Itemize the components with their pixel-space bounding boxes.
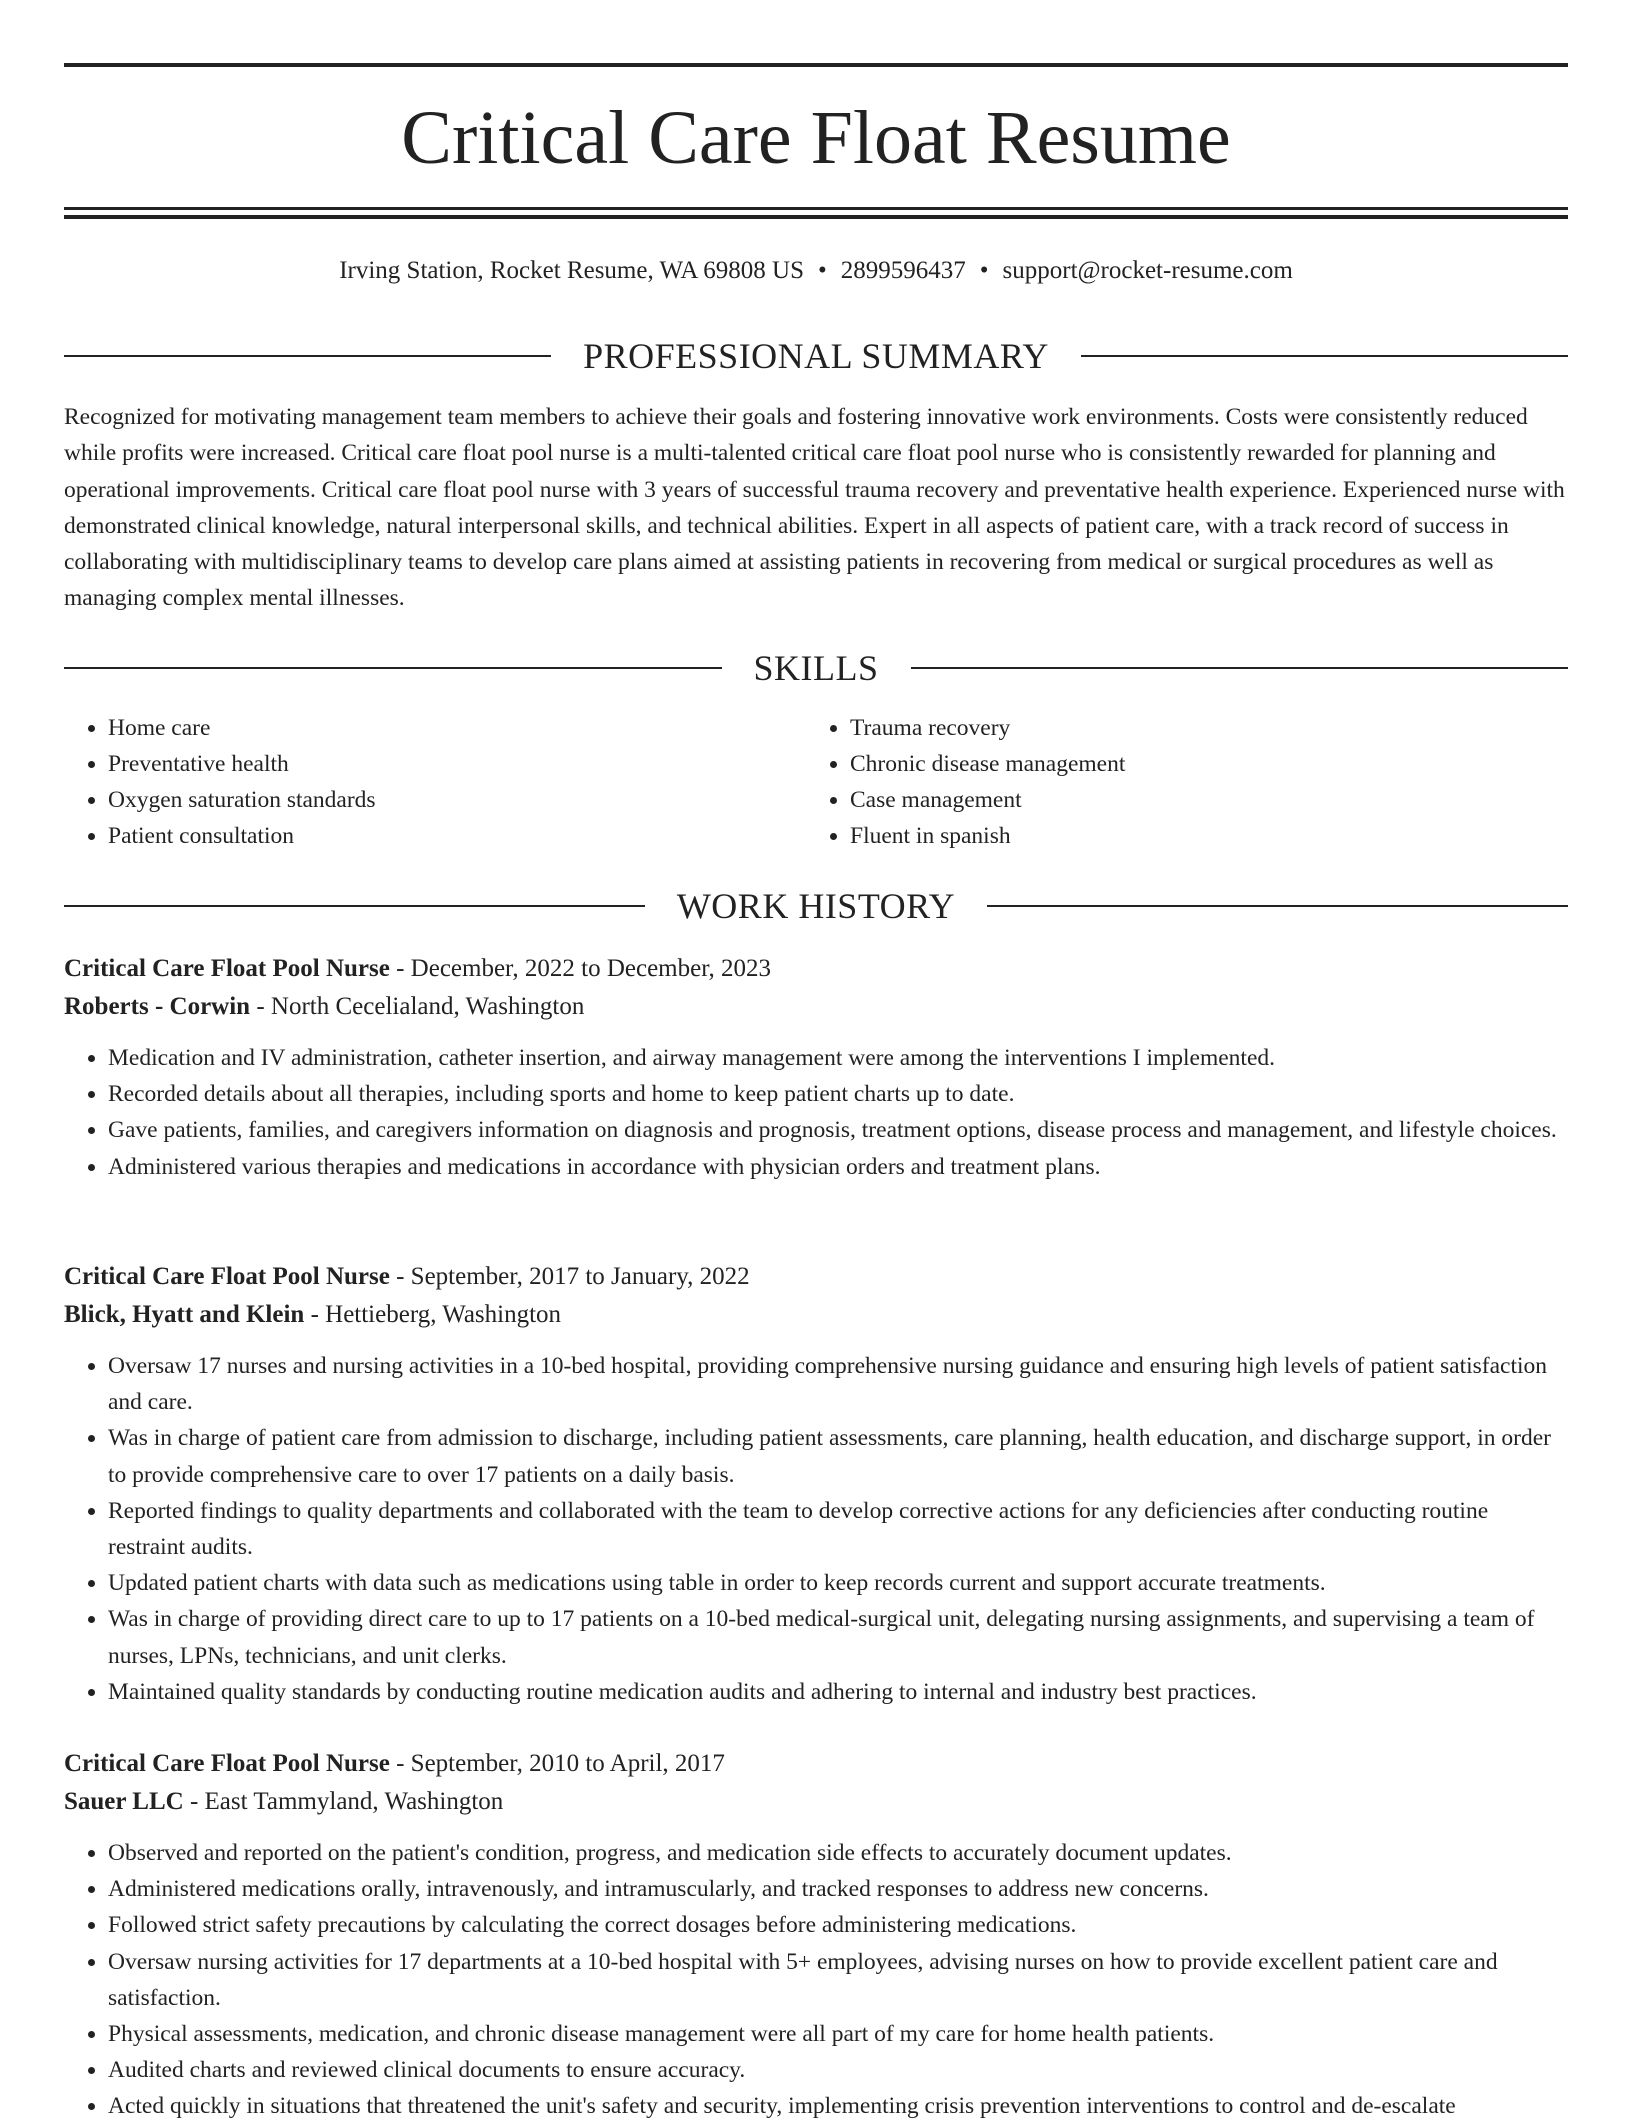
job-bullets: [64, 1835, 1568, 2125]
job-bullet: • Maintained quality standards by conducting routine medication audits and adhering to internal and industry best practices.: [108, 1674, 1568, 1710]
skills-list: [64, 710, 1568, 854]
section-title: PROFESSIONAL SUMMARY: [583, 336, 1049, 376]
skills-column-right: [806, 710, 1548, 854]
job-company-line: [64, 988, 1568, 1026]
section-header-work-history: [64, 884, 1568, 928]
contact-line: [64, 253, 1568, 289]
skill-item: • Case management: [850, 782, 1548, 818]
job-title: Critical Care Float Pool Nurse: [64, 1263, 390, 1290]
job-bullet: • Gave patients, families, and caregivers information on diagnosis and prognosis, treatment options, disease process and management, and lifestyle choices.: [108, 1112, 1568, 1148]
header-bottom-rule-thin: [64, 207, 1568, 210]
job-bullet: • Oversaw 17 nurses and nursing activities in a 10-bed hospital, providing comprehensive nursing guidance and ensuring high levels of patient satisfaction and care.: [108, 1348, 1568, 1420]
job-location: - East Tammyland, Washington: [183, 1788, 504, 1815]
job-entry: [64, 950, 1568, 1185]
job-dates: - December, 2022 to December, 2023: [389, 955, 772, 982]
summary-text: Recognized for motivating management team members to achieve their goals and fostering innovative work environments. Costs were consistently reduced while profits were increased. Critical care float pool nurse is a multi-talented critical care float pool nurse who is consistently rewarded for planning and operational improvements. Critical care float pool nurse with 3 years of successful trauma recovery and preventative health experience. Experienced nurse with demonstrated clinical knowledge, natural interpersonal skills, and technical abilities. Expert in all aspects of patient care, with a track record of success in collaborating with multidisciplinary teams to develop care plans aimed at assisting patients in recovering from medical or surgical procedures as well as managing complex mental illnesses.: [64, 404, 1565, 612]
job-title-line: [64, 950, 1568, 988]
contact-separator: •: [817, 257, 827, 284]
job-company-line: [64, 1296, 1568, 1334]
skill-item: • Fluent in spanish: [850, 818, 1548, 854]
section-rule-right: [987, 905, 1568, 907]
job-bullet: • Updated patient charts with data such as medications using table in order to keep records current and support accurate treatments.: [108, 1565, 1568, 1601]
skill-item: • Preventative health: [108, 746, 806, 782]
job-title-line: [64, 1745, 1568, 1783]
page-title: Critical Care Float Resume: [401, 96, 1231, 180]
skills-column-left: [64, 710, 806, 854]
contact-separator: •: [979, 257, 989, 284]
header-top-rule: [64, 63, 1568, 67]
section-header-summary: [64, 334, 1568, 378]
job-bullet: • Reported findings to quality departments and collaborated with the team to develop corrective actions for any deficiencies after conducting routine restraint audits.: [108, 1493, 1568, 1565]
contact-email: support@rocket-resume.com: [1002, 257, 1293, 284]
job-bullet: • Audited charts and reviewed clinical documents to ensure accuracy.: [108, 2052, 1568, 2088]
job-entry: [64, 1258, 1568, 1710]
skill-item: • Patient consultation: [108, 818, 806, 854]
job-bullet: • Administered medications orally, intravenously, and intramuscularly, and tracked responses to address new concerns.: [108, 1871, 1568, 1907]
job-title: Critical Care Float Pool Nurse: [64, 955, 390, 982]
job-dates: - September, 2017 to January, 2022: [389, 1263, 750, 1290]
job-title: Critical Care Float Pool Nurse: [64, 1750, 390, 1777]
job-company-line: [64, 1783, 1568, 1821]
skill-item: • Chronic disease management: [850, 746, 1548, 782]
job-location: - Hettieberg, Washington: [304, 1301, 562, 1328]
contact-phone: 2899596437: [840, 257, 966, 284]
skill-item: • Home care: [108, 710, 806, 746]
section-rule-right: [1081, 355, 1568, 357]
job-bullet: • Was in charge of providing direct care to up to 17 patients on a 10-bed medical-surgical unit, delegating nursing assignments, and supervising a team of nurses, LPNs, technicians, and unit clerks.: [108, 1601, 1568, 1673]
job-company: Blick, Hyatt and Klein: [64, 1301, 305, 1328]
section-header-skills: [64, 646, 1568, 690]
job-bullet: • Administered various therapies and medications in accordance with physician orders and treatment plans.: [108, 1149, 1568, 1185]
job-title-line: [64, 1258, 1568, 1296]
section-rule-left: [64, 667, 722, 669]
job-bullet: • Acted quickly in situations that threatened the unit's safety and security, implementing crisis prevention interventions to control and de-escalate: [108, 2088, 1568, 2124]
job-bullet: • Observed and reported on the patient's condition, progress, and medication side effects to accurately document updates.: [108, 1835, 1568, 1871]
job-bullet: • Medication and IV administration, catheter insertion, and airway management were among the interventions I implemented.: [108, 1040, 1568, 1076]
job-bullets: [64, 1348, 1568, 1710]
header-bottom-rule-thick: [64, 215, 1568, 219]
job-dates: - September, 2010 to April, 2017: [389, 1750, 725, 1777]
job-company: Sauer LLC: [64, 1788, 184, 1815]
skill-item: • Trauma recovery: [850, 710, 1548, 746]
section-title: SKILLS: [753, 648, 879, 688]
job-bullet: • Was in charge of patient care from admission to discharge, including patient assessments, care planning, health education, and discharge support, in order to provide comprehensive care to over 17 patients on a daily basis.: [108, 1420, 1568, 1492]
job-bullet: • Physical assessments, medication, and chronic disease management were all part of my care for home health patients.: [108, 2016, 1568, 2052]
job-location: - North Cecelialand, Washington: [250, 993, 585, 1020]
section-title: WORK HISTORY: [676, 886, 956, 926]
job-bullet: • Recorded details about all therapies, including sports and home to keep patient charts up to date.: [108, 1076, 1568, 1112]
section-rule-left: [64, 905, 645, 907]
contact-address: Irving Station, Rocket Resume, WA 69808 US: [339, 257, 804, 284]
job-bullet: • Oversaw nursing activities for 17 departments at a 10-bed hospital with 5+ employees, advising nurses on how to provide excellent patient care and satisfaction.: [108, 1944, 1568, 2016]
section-rule-left: [64, 355, 551, 357]
job-bullet: • Followed strict safety precautions by calculating the correct dosages before administering medications.: [108, 1907, 1568, 1943]
skill-item: • Oxygen saturation standards: [108, 782, 806, 818]
section-rule-right: [911, 667, 1569, 669]
job-bullets: [64, 1040, 1568, 1185]
job-entry: [64, 1745, 1568, 2125]
job-company: Roberts - Corwin: [64, 993, 251, 1020]
